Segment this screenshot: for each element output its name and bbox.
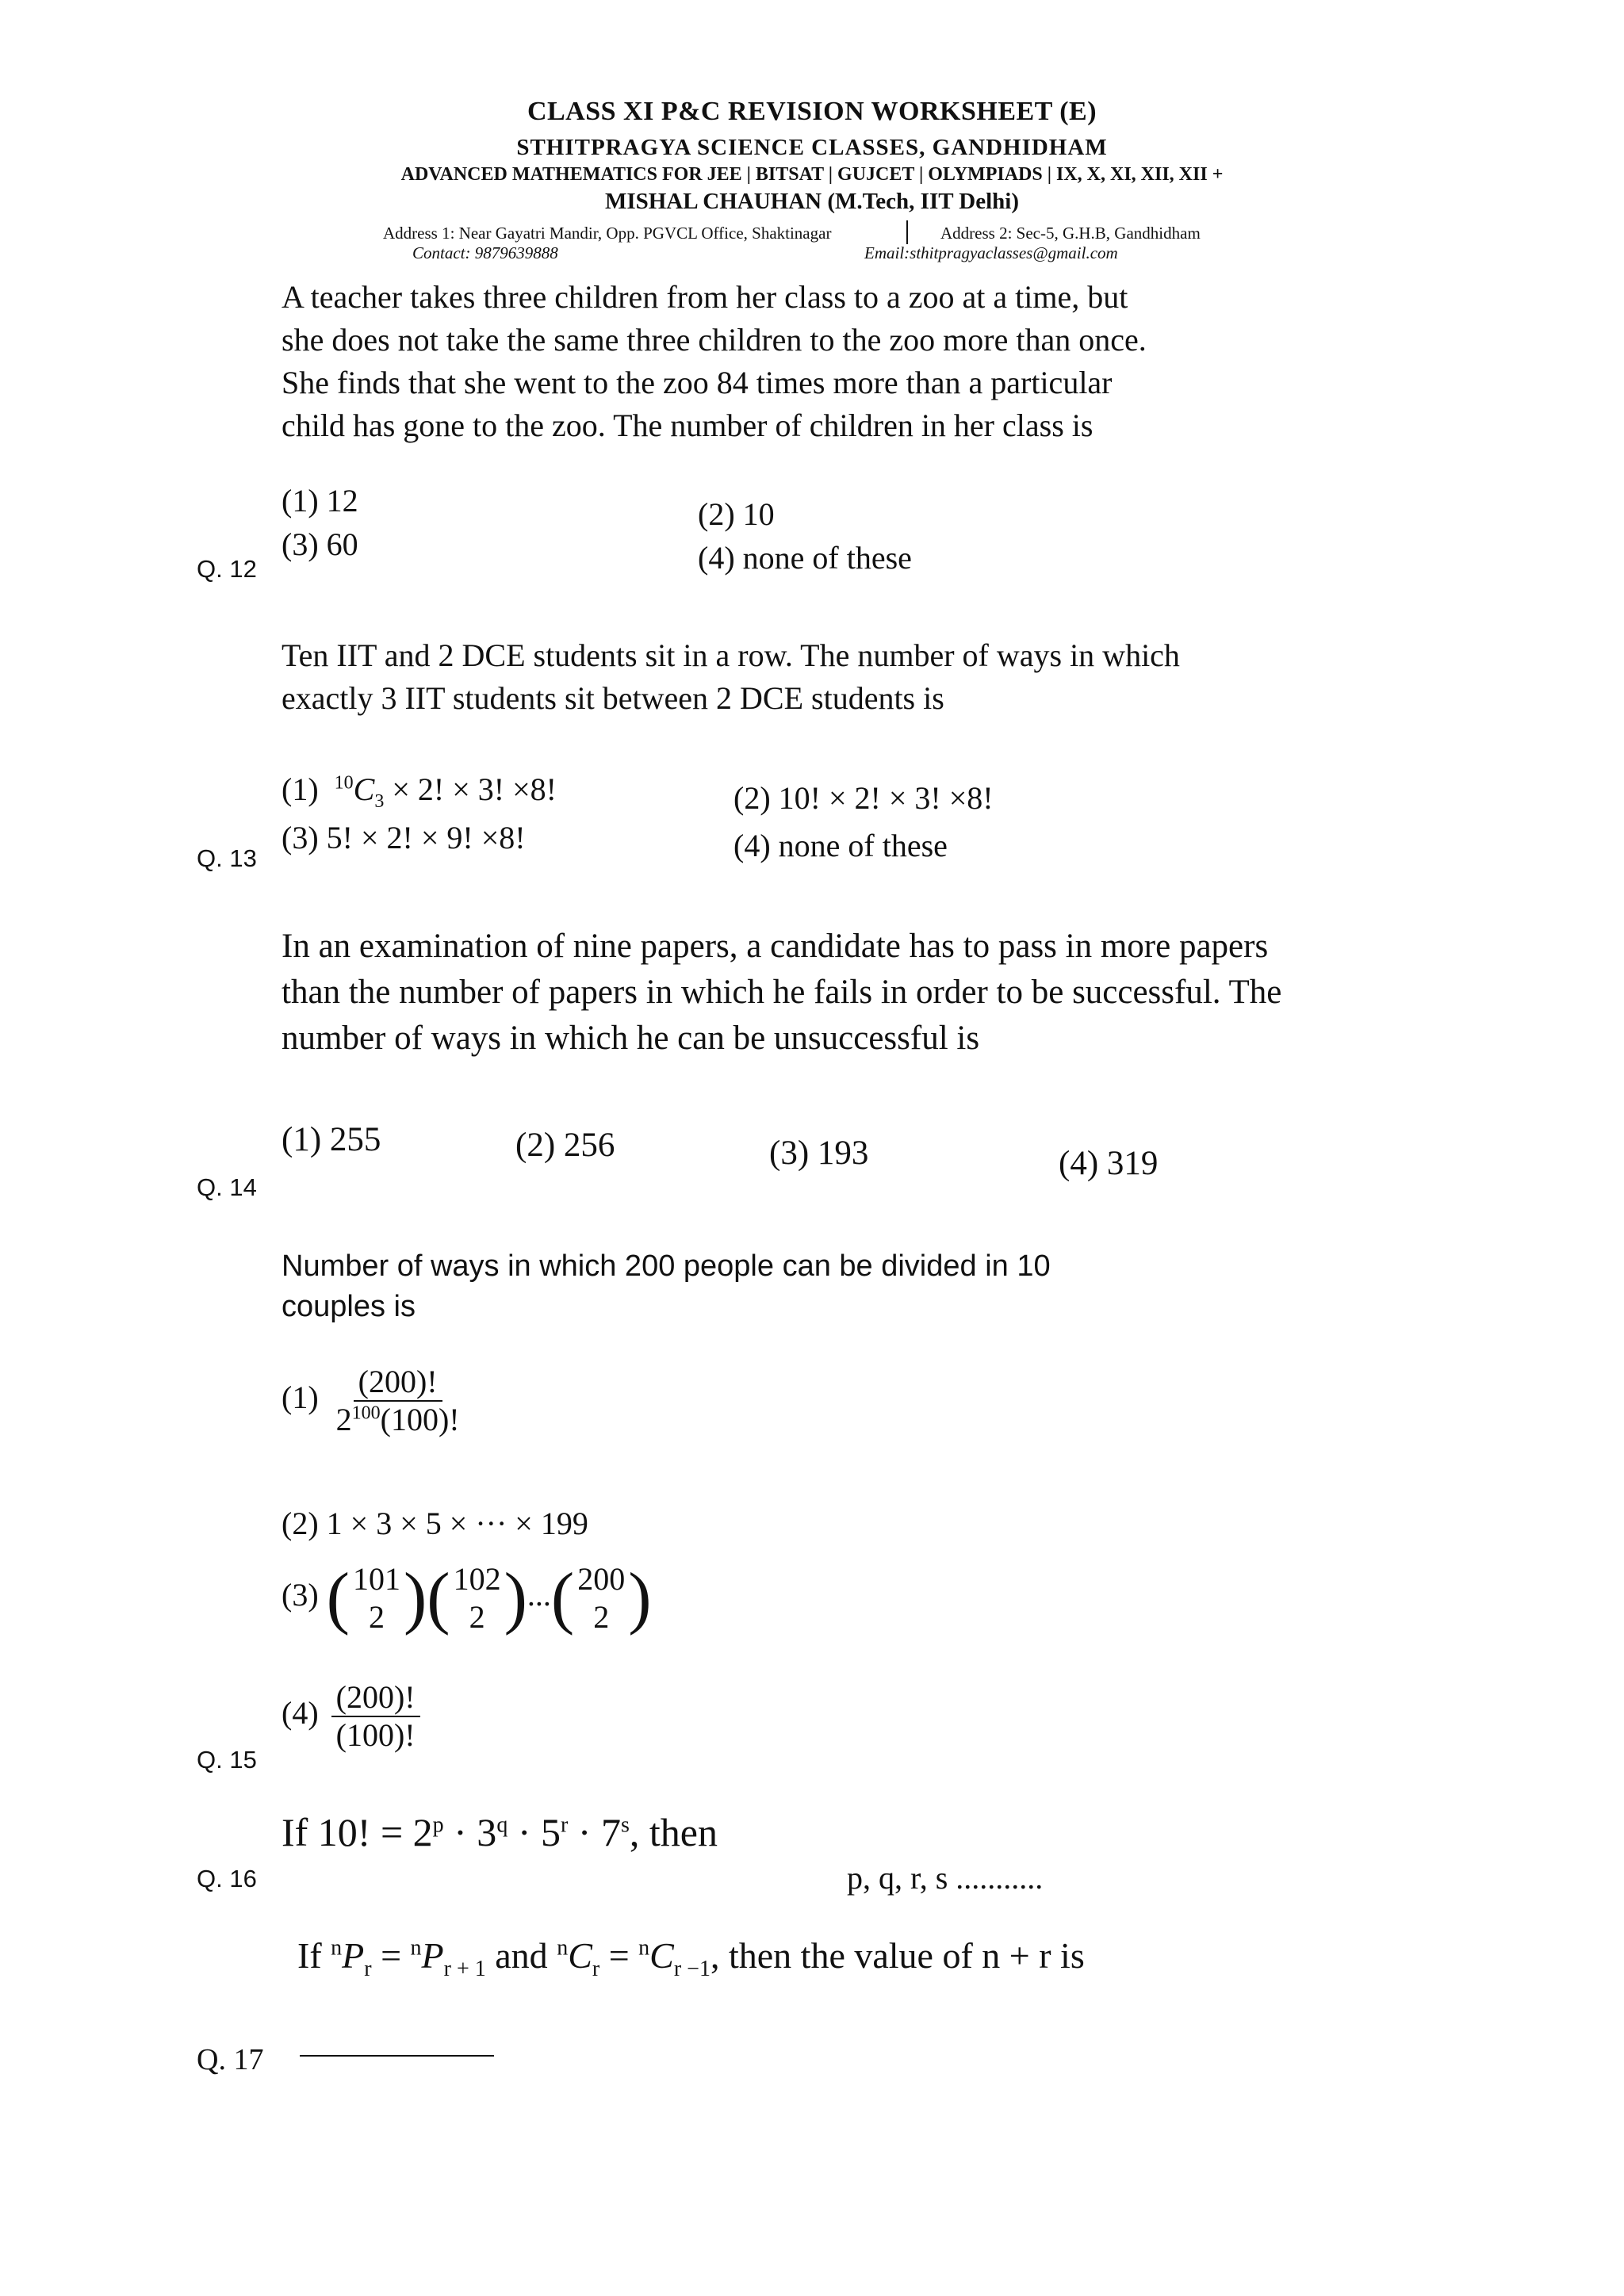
question-15-option-3-label: (3) — [282, 1577, 319, 1613]
q17-P-1: P — [342, 1935, 365, 1976]
q16-exp-p: p — [432, 1812, 444, 1838]
q17-P-2: P — [421, 1935, 444, 1976]
binomial-2 — [454, 1560, 501, 1636]
question-16-answer-blank: p, q, r, s ........... — [847, 1860, 1044, 1896]
binomial-2-top: 102 — [453, 1561, 501, 1597]
contact-number: Contact: 9879639888 — [412, 243, 558, 262]
question-14-option-3: (3) 193 — [769, 1135, 869, 1172]
fraction-numerator: (200)! — [354, 1364, 442, 1402]
institute-tagline: ADVANCED MATHEMATICS FOR JEE | BITSAT | GUJCET | OLYMPIADS | IX, X, XI, XII, XII + — [400, 164, 1224, 185]
question-15-text: Number of ways in which 200 people can be divided in 10 couples is — [282, 1249, 1051, 1324]
question-13-label: Q. 13 — [197, 844, 257, 872]
question-13-text: Ten IIT and 2 DCE students sit in a row. The number of ways in which exactly 3 IIT students sit between 2 DCE students is — [282, 637, 1180, 716]
denominator-rest: (100)! — [380, 1402, 460, 1437]
q17-n-2: n — [410, 1935, 422, 1961]
question-15-option-4-fraction — [331, 1679, 420, 1754]
q17-C-1: C — [568, 1935, 592, 1976]
question-12-option-4: (4) none of these — [698, 540, 912, 576]
q16-exp-r: r — [560, 1812, 569, 1838]
open-paren: ( — [427, 1559, 450, 1636]
question-15-option-4-label: (4) — [282, 1695, 319, 1732]
q17-eq-2: = — [599, 1935, 639, 1976]
fraction-denominator — [331, 1402, 465, 1438]
teacher-name: MISHAL CHAUHAN (M.Tech, IIT Delhi) — [604, 189, 1020, 214]
q16-term-5: · 5 — [508, 1810, 561, 1854]
binomial-3 — [577, 1560, 625, 1636]
q17-n-4: n — [638, 1935, 650, 1961]
q17-and: and — [485, 1935, 557, 1976]
institute-name: STHITPRAGYA SCIENCE CLASSES, GANDHIDHAM — [516, 135, 1108, 160]
question-14-text: In an examination of nine papers, a candidate has to pass in more papers than the number of papers in which he fails in order to be successful. The number of ways in which he can be unsuccessful is — [282, 928, 1282, 1058]
denominator-exponent: 100 — [351, 1402, 381, 1424]
q16-exp-s: s — [620, 1812, 630, 1838]
q17-n-1: n — [331, 1935, 343, 1961]
q17-r-1: r — [364, 1957, 372, 1982]
q16-suffix: , then — [629, 1810, 718, 1854]
question-13-option-1 — [282, 771, 557, 813]
question-14-option-2: (2) 256 — [515, 1127, 615, 1164]
close-paren: ) — [504, 1559, 527, 1636]
question-12-option-1: (1) 12 — [282, 483, 358, 519]
q17-if: If — [297, 1935, 331, 1976]
address-2: Address 2: Sec-5, G.H.B, Gandhidham — [940, 224, 1201, 243]
binomial-1-bottom: 2 — [368, 1599, 385, 1635]
question-14-option-1: (1) 255 — [282, 1121, 381, 1158]
blank-line — [300, 2055, 494, 2057]
question-12-label: Q. 12 — [197, 555, 257, 583]
question-15-option-1 — [282, 1364, 469, 1438]
question-13-option-1-rest: × 2! × 3! ×8! — [384, 771, 557, 807]
q17-r-plus-1: r + 1 — [443, 1957, 486, 1982]
question-12-option-2: (2) 10 — [698, 496, 775, 532]
question-15-option-4 — [282, 1679, 425, 1754]
question-15-option-1-fraction — [331, 1364, 465, 1438]
question-15-option-1-label: (1) — [282, 1380, 319, 1416]
question-12-option-3: (3) 60 — [282, 526, 358, 562]
question-13-option-4: (4) none of these — [733, 828, 948, 863]
question-13-option-3: (3) 5! × 2! × 9! ×8! — [282, 820, 526, 855]
close-paren: ) — [628, 1559, 652, 1636]
q16-prefix: If 10! = 2 — [282, 1810, 433, 1854]
close-paren: ) — [403, 1559, 427, 1636]
binomial-1-top: 101 — [352, 1561, 400, 1597]
question-13-option-2: (2) 10! × 2! × 3! ×8! — [733, 780, 994, 816]
q16-term-3: · 3 — [443, 1810, 497, 1854]
binomial-1 — [353, 1560, 400, 1636]
question-17-answer-blank — [300, 2034, 494, 2071]
question-13-option-1-base: C — [353, 771, 375, 807]
fraction-numerator: (200)! — [331, 1679, 420, 1717]
binomial-2-bottom: 2 — [469, 1599, 485, 1635]
q17-r-minus-1: r −1 — [673, 1957, 710, 1982]
question-13-option-1-sub: 3 — [374, 791, 385, 812]
question-13-option-1-label: (1) — [282, 771, 319, 807]
q17-C-2: C — [649, 1935, 674, 1976]
q17-r-2: r — [592, 1957, 600, 1982]
fraction-denominator: (100)! — [335, 1717, 416, 1753]
question-17-text — [297, 1934, 1085, 1982]
contact-email: Email:sthitpragyaclasses@gmail.com — [864, 243, 1118, 262]
address-separator — [906, 220, 908, 244]
address-1: Address 1: Near Gayatri Mandir, Opp. PGVCL Office, Shaktinagar — [383, 224, 832, 243]
ellipsis: ... — [527, 1577, 551, 1613]
question-16-text — [282, 1809, 718, 1855]
question-17-label: Q. 17 — [197, 2043, 264, 2076]
q16-exp-q: q — [496, 1812, 508, 1838]
denominator-base: 2 — [335, 1402, 352, 1437]
question-14-label: Q. 14 — [197, 1173, 257, 1201]
question-15-label: Q. 15 — [197, 1746, 257, 1774]
question-12-text: A teacher takes three children from her class to a zoo at a time, but she does not take the same three children to the zoo more than once. She finds that she went to the zoo 84 times more than a particular child has gone to the zoo. The number of children in her class is — [282, 279, 1147, 443]
q17-eq-1: = — [371, 1935, 411, 1976]
question-13-option-1-sup: 10 — [334, 772, 354, 794]
open-paren: ( — [550, 1559, 575, 1636]
q17-n-3: n — [557, 1935, 569, 1961]
question-15-option-2: (2) 1 × 3 × 5 × ··· × 199 — [282, 1506, 588, 1541]
question-15-option-3 — [282, 1560, 652, 1636]
binomial-3-bottom: 2 — [593, 1599, 610, 1635]
worksheet-title: CLASS XI P&C REVISION WORKSHEET (E) — [527, 97, 1097, 126]
q17-tail: , then the value of n + r is — [710, 1935, 1085, 1976]
question-16-label: Q. 16 — [197, 1865, 257, 1892]
q16-term-7: · 7 — [568, 1810, 621, 1854]
question-14-option-4: (4) 319 — [1059, 1145, 1159, 1182]
binomial-3-top: 200 — [577, 1561, 626, 1597]
open-paren: ( — [326, 1559, 350, 1636]
